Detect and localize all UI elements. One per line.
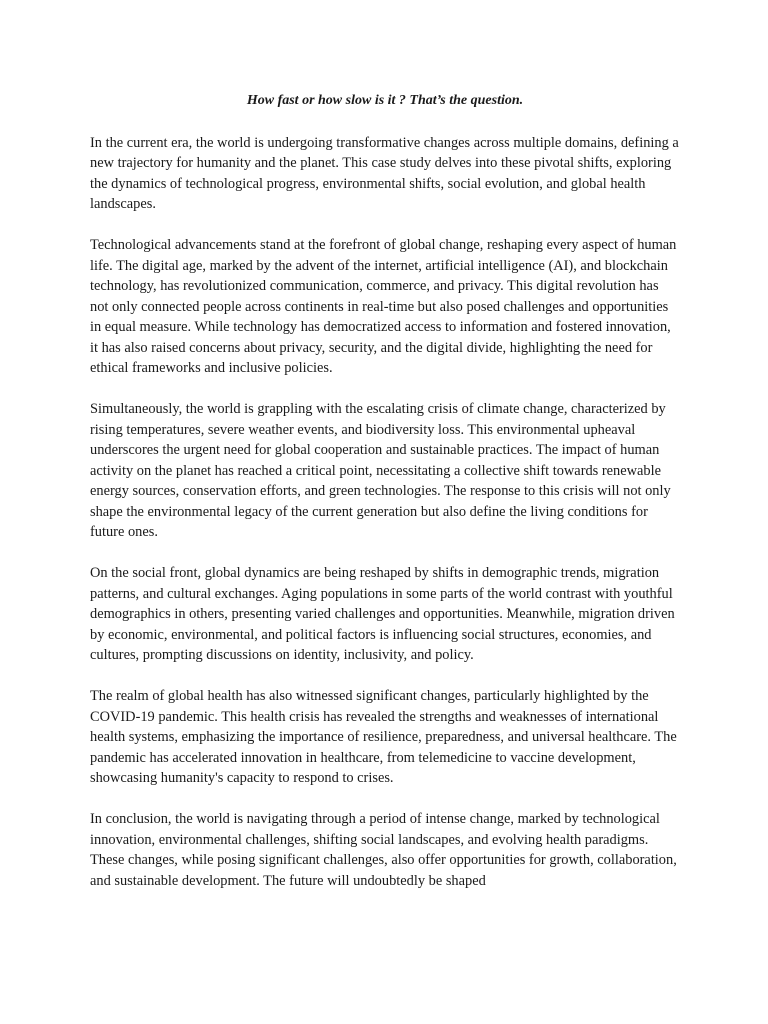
document-page [90, 91, 680, 912]
document-title: How fast or how slow is it ? That’s the question. [246, 93, 524, 108]
paragraph-climate: Simultaneously, the world is grappling with the escalating crisis of climate change, characterized by rising temperatures, severe weather events, and biodiversity loss. This environmental upheaval underscores the urgent need for global cooperation and sustainable practices. The impact of human activity on the planet has reached a critical point, necessitating a collective shift towards renewable energy sources, conservation efforts, and green technologies. The response to this crisis will not only shape the environmental legacy of the current generation but also define the living conditions for future ones. [90, 401, 671, 540]
paragraph-conclusion: In conclusion, the world is navigating through a period of intense change, marked by technological innovation, environmental challenges, shifting social landscapes, and evolving health paradigms. These changes, while posing significant challenges, also offer opportunities for growth, collaboration, and sustainable development. The future will undoubtedly be shaped [90, 811, 677, 889]
paragraph-health: The realm of global health has also witnessed significant changes, particularly highlighted by the COVID-19 pandemic. This health crisis has revealed the strengths and weaknesses of international health systems, emphasizing the importance of resilience, preparedness, and universal healthcare. The pandemic has accelerated innovation in healthcare, from telemedicine to vaccine development, showcasing humanity's capacity to respond to crises. [90, 688, 677, 786]
paragraph-technology: Technological advancements stand at the forefront of global change, reshaping every aspect of human life. The digital age, marked by the advent of the internet, artificial intelligence (AI), and blockchain technology, has revolutionized communication, commerce, and privacy. This digital revolution has not only connected people across continents in real-time but also posed challenges and opportunities in equal measure. While technology has democratized access to information and fostered innovation, it has also raised concerns about privacy, security, and the digital divide, highlighting the need for ethical frameworks and inclusive policies. [90, 237, 677, 376]
paragraph-introduction: In the current era, the world is undergoing transformative changes across multiple domains, defining a new trajectory for humanity and the planet. This case study delves into these pivotal shifts, exploring the dynamics of technological progress, environmental shifts, social evolution, and global health landscapes. [90, 134, 679, 212]
paragraph-social: On the social front, global dynamics are being reshaped by shifts in demographic trends, migration patterns, and cultural exchanges. Aging populations in some parts of the world contrast with youthful demographics in others, presenting varied challenges and opportunities. Meanwhile, migration driven by economic, environmental, and political factors is influencing social structures, economies, and cultures, prompting discussions on identity, inclusivity, and policy. [90, 565, 675, 663]
